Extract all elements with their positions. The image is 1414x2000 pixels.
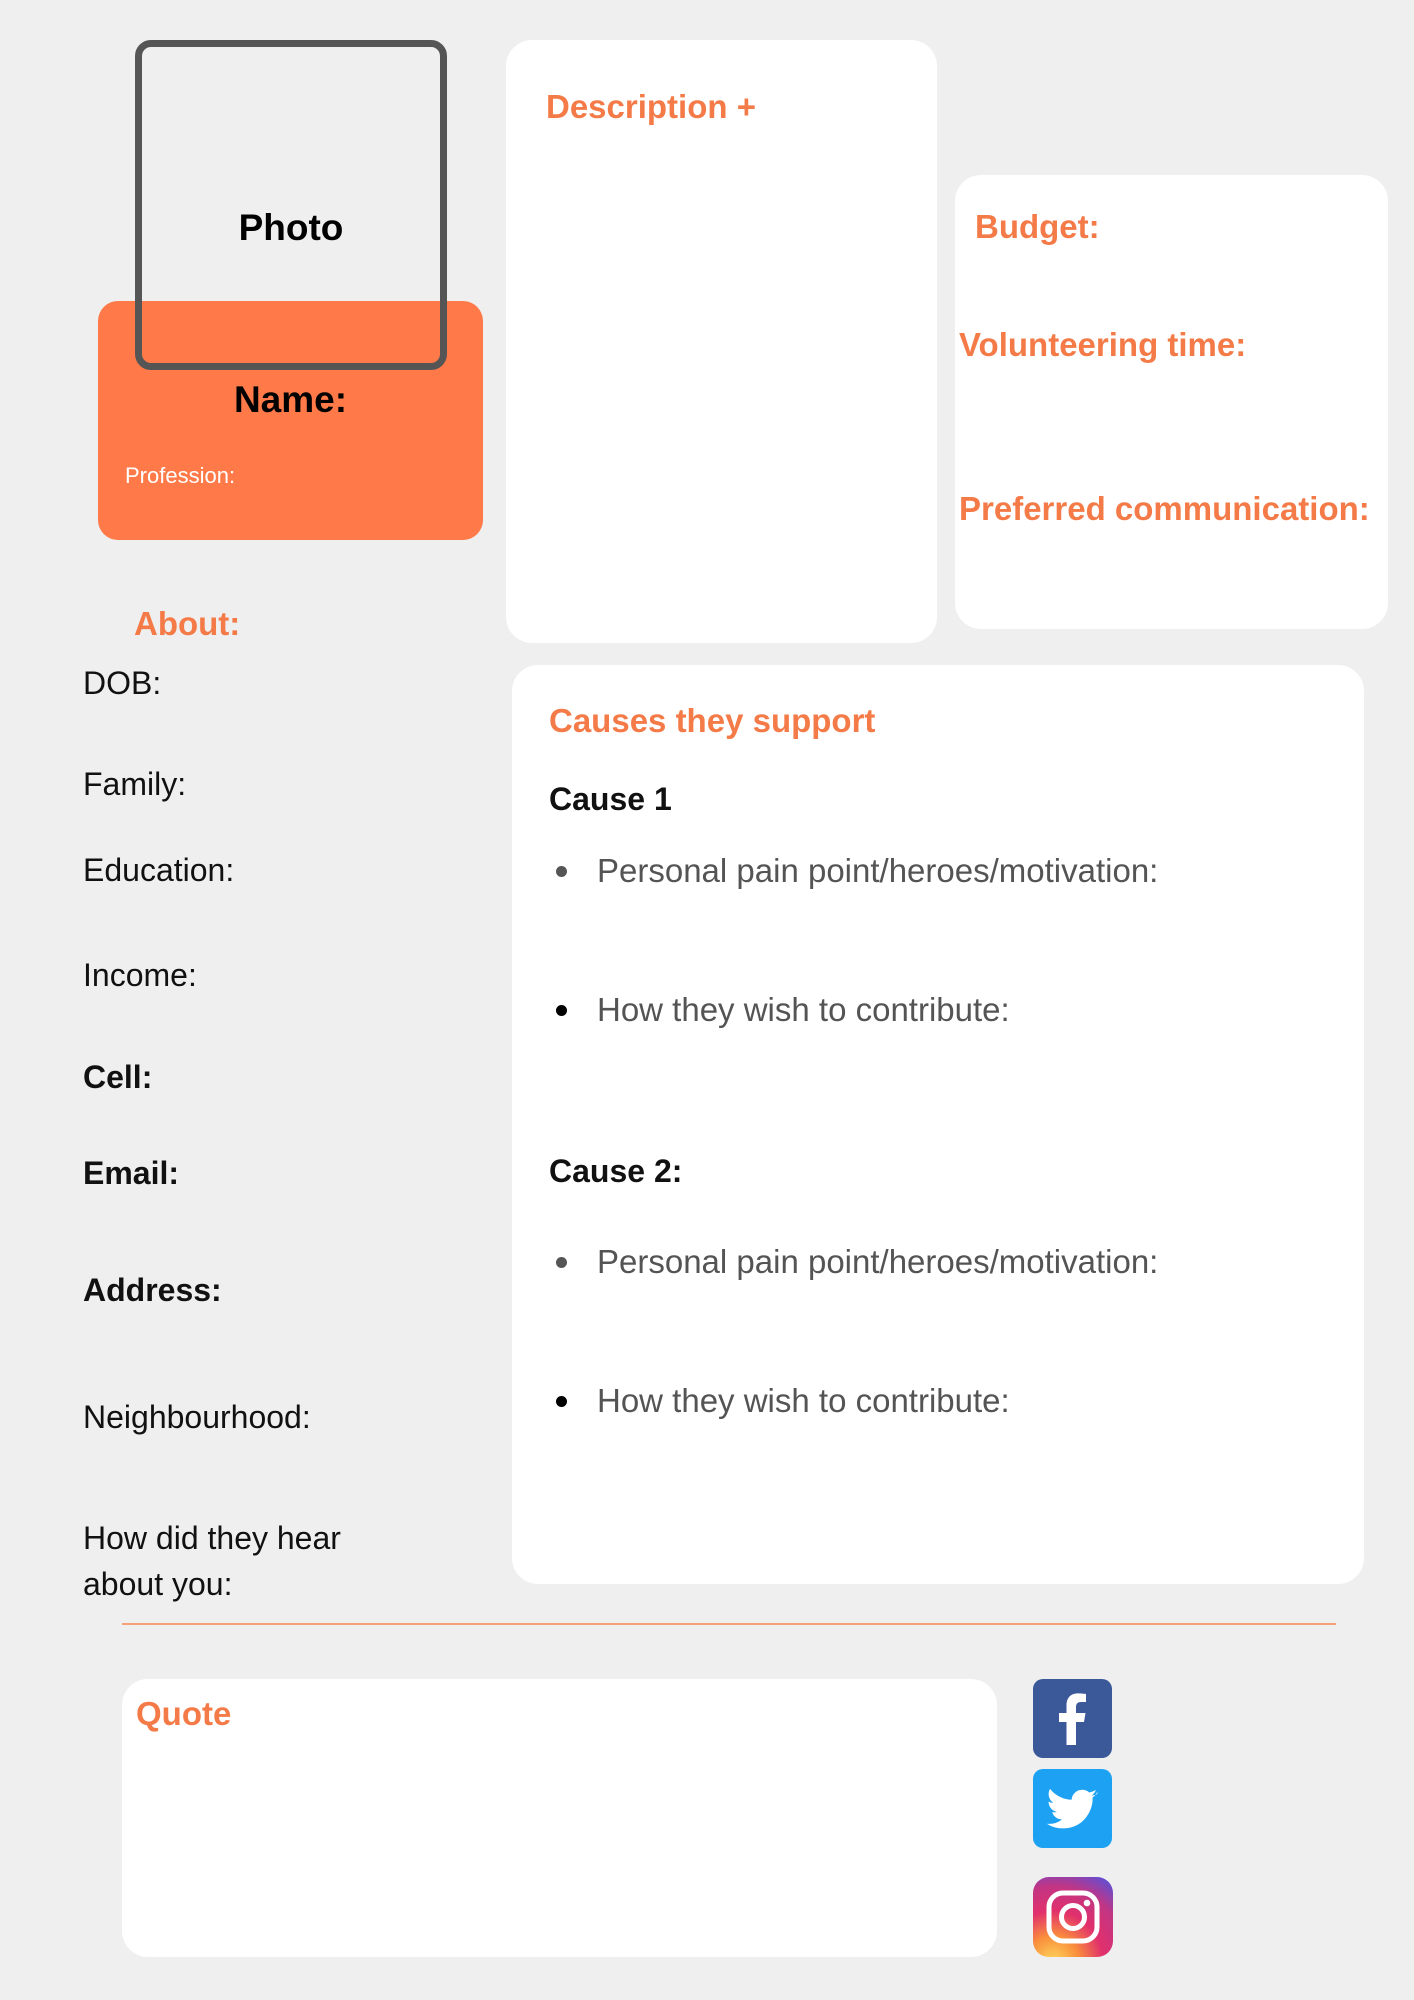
cause-1-contribute-text: How they wish to contribute: [597,991,1010,1028]
cell-label: Cell: [83,1059,153,1095]
education-label: Education: [83,852,235,888]
preferred-communication-label: Preferred communication: [959,490,1370,527]
bullet-icon [556,1005,567,1016]
family-label: Family: [83,766,187,802]
cause-2-heading: Cause 2: [549,1153,683,1189]
photo-label: Photo [238,207,344,248]
cause-1-motivation-item [556,852,1158,890]
facebook-icon[interactable] [1033,1679,1112,1758]
instagram-icon[interactable] [1033,1877,1113,1957]
cause-1-heading: Cause 1 [549,781,672,817]
causes-card [512,665,1364,1584]
photo-frame [135,40,447,370]
description-card [506,40,937,643]
cause-2-motivation-item [556,1243,1158,1281]
neighbourhood-label: Neighbourhood: [83,1399,311,1435]
profession-label: Profession: [125,463,236,488]
about-title: About: [134,605,241,642]
cause-2-motivation-text: Personal pain point/heroes/motivation: [597,1243,1159,1280]
income-label: Income: [83,957,197,993]
details-card [955,175,1388,629]
heard-about-label [83,1515,341,1607]
heard-about-line-1: How did they hear [83,1520,341,1556]
quote-title: Quote [136,1695,232,1732]
name-label: Name: [233,379,348,420]
cause-2-contribute-text: How they wish to contribute: [597,1382,1010,1419]
bullet-icon [556,1396,567,1407]
twitter-icon[interactable] [1033,1769,1112,1848]
bullet-icon [556,866,567,877]
cause-2-contribute-item [556,1382,1010,1420]
description-title: Description + [546,88,756,125]
quote-card [122,1679,997,1957]
volunteering-time-label: Volunteering time: [959,326,1247,363]
bullet-icon [556,1257,567,1268]
dob-label: DOB: [83,665,162,701]
heard-about-line-2: about you: [83,1566,233,1602]
address-label: Address: [83,1272,222,1308]
section-divider [122,1623,1336,1625]
cause-1-contribute-item [556,991,1010,1029]
causes-title: Causes they support [549,702,876,739]
cause-1-motivation-text: Personal pain point/heroes/motivation: [597,852,1159,889]
email-label: Email: [83,1155,180,1191]
budget-label: Budget: [975,208,1100,245]
